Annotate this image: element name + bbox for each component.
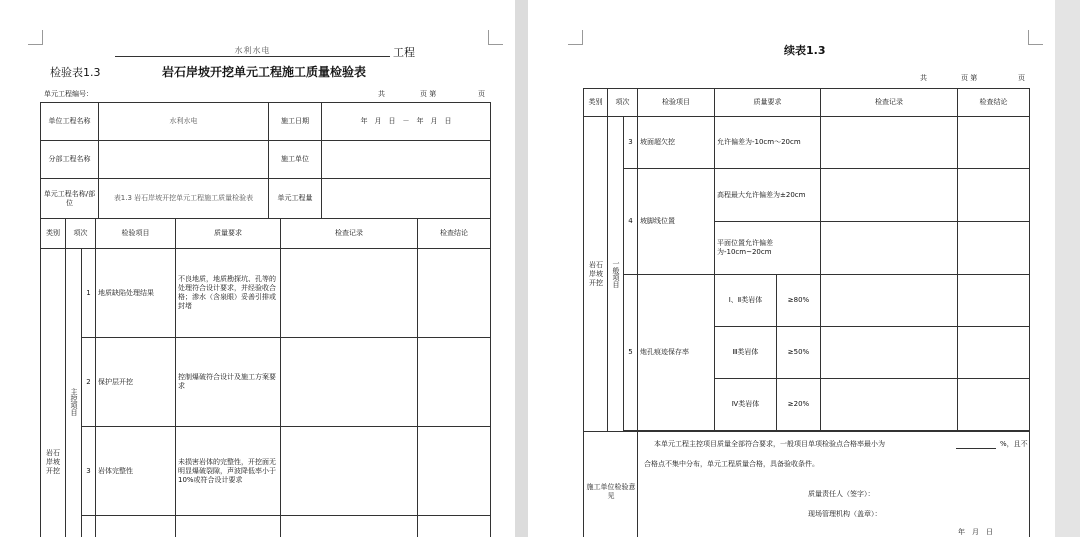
document-page-2: [528, 0, 1055, 537]
header-record: 检查记录: [821, 89, 958, 117]
row4-record: [281, 516, 418, 537]
sign-office: 现场管理机构（盖章）：: [808, 510, 882, 518]
page-gap: [515, 0, 528, 537]
date-label: 施工日期: [269, 103, 322, 141]
row3-conclusion: [418, 427, 491, 516]
opinion-date: 年 月 日: [958, 528, 993, 536]
row2-item: 保护层开挖: [96, 338, 176, 427]
row3-requirement: 未损害岩体的完整性，开挖面无明显爆破裂隙，声波降低率小于10%或符合设计要求: [176, 427, 281, 516]
page-title: 岩石岸坡开挖单元工程施工质量检验表: [162, 65, 367, 79]
row5-item: 炮孔痕迹保存率: [638, 275, 715, 431]
row4-requirement-a: 高程最大允许偏差为±20cm: [715, 169, 821, 222]
opinion-label-cell: [584, 432, 638, 537]
row3-record: [821, 117, 958, 169]
category-label: 岩石岸坡开挖: [46, 448, 60, 475]
pass-rate-blank[interactable]: [956, 448, 996, 449]
row1-requirement: 不良地质，地质勘探坑、孔等的处理符合设计要求，并经验收合格；渗水（含泉眼）妥善引排或封堵: [176, 249, 281, 338]
header-requirement: 质量要求: [715, 89, 821, 117]
subcategory-cell: [608, 117, 624, 432]
quantity-value: [322, 179, 491, 219]
row4-item: 坡脚线位置: [638, 169, 715, 275]
unit-element-value: 表1.3 岩石岸坡开挖单元工程施工质量检验表: [99, 179, 269, 219]
row3-no: 3: [82, 427, 96, 516]
row5-rock-1: Ⅰ、Ⅱ类岩体: [715, 275, 777, 327]
header-category: 类别: [584, 89, 608, 117]
header-item: 检验项目: [638, 89, 715, 117]
window-edge: [1055, 0, 1080, 537]
unit-code-label: 单元工程编号：: [44, 90, 93, 98]
row3-record: [281, 427, 418, 516]
subcategory-label: 主控项目: [70, 388, 78, 416]
opinion-cell: [638, 432, 1030, 537]
row5-no: 5: [624, 275, 638, 431]
row2-record: [281, 338, 418, 427]
part-project-value: [99, 141, 269, 179]
contractor-value: [322, 141, 491, 179]
project-suffix: 工程: [393, 46, 415, 59]
header-conclusion: 检查结论: [958, 89, 1030, 117]
crop-mark: [568, 30, 583, 45]
opinion-line-2: 合格点不集中分布，单元工程质量合格，具备验收条件。: [644, 460, 819, 468]
row1-item: 地质缺陷处理结果: [96, 249, 176, 338]
row5-rock-3: Ⅳ类岩体: [715, 379, 777, 431]
row4-no: 4: [624, 169, 638, 275]
row5-value-1: ≥80%: [777, 275, 821, 327]
row4b-record: [821, 222, 958, 275]
row4-conclusion: [418, 516, 491, 537]
sign-quality: 质量责任人（签字）：: [808, 490, 875, 498]
row2-no: 2: [82, 338, 96, 427]
row5-rock-2: Ⅲ类岩体: [715, 327, 777, 379]
header-item-no: 项次: [66, 219, 96, 249]
unit-element-label: 单元工程名称/部位: [41, 179, 99, 219]
contractor-label: 施工单位: [269, 141, 322, 179]
quantity-label: 单元工程量: [269, 179, 322, 219]
document-page-1: [0, 0, 515, 537]
row1-no: 1: [82, 249, 96, 338]
row3-item: 岩体完整性: [96, 427, 176, 516]
row1-conclusion: [418, 249, 491, 338]
header-requirement: 质量要求: [176, 219, 281, 249]
crop-mark: [1028, 30, 1043, 45]
crop-mark: [488, 30, 503, 45]
header-item-no: 项次: [608, 89, 638, 117]
page-end: 页: [478, 90, 485, 98]
header-item: 检验项目: [96, 219, 176, 249]
row4-no: [82, 516, 96, 537]
category-label: 岩石岸坡开挖: [589, 260, 603, 287]
row5b-conclusion: [958, 327, 1030, 379]
row3-item: 坡面超欠挖: [638, 117, 715, 169]
page-total: 共: [920, 74, 927, 82]
page-mid: 页 第: [961, 74, 978, 82]
opinion-line-1b: %，且不: [1000, 440, 1028, 448]
header-record: 检查记录: [281, 219, 418, 249]
page-total: 共: [378, 90, 385, 98]
row3-conclusion: [958, 117, 1030, 169]
row5c-record: [821, 379, 958, 431]
row4-requirement: [176, 516, 281, 537]
continuation-table: [583, 88, 1030, 537]
row5a-record: [821, 275, 958, 327]
continuation-title: 续表1.3: [784, 44, 826, 57]
date-value: 年 月 日 － 年 月 日: [322, 103, 491, 141]
form-number: 检验表1.3: [50, 66, 101, 79]
row4b-conclusion: [958, 222, 1030, 275]
unit-project-value: 水利水电: [99, 103, 269, 141]
row4-requirement-b: 平面位置允许偏差为-10cm~20cm: [715, 222, 821, 275]
row5a-conclusion: [958, 275, 1030, 327]
row4a-conclusion: [958, 169, 1030, 222]
header-info-table: [40, 102, 491, 219]
row5-value-2: ≥50%: [777, 327, 821, 379]
page-end: 页: [1018, 74, 1025, 82]
opinion-label: 施工单位检验意见: [586, 483, 636, 500]
row2-requirement: 控制爆破符合设计及施工方案要求: [176, 338, 281, 427]
row4-item: [96, 516, 176, 537]
header-category: 类别: [41, 219, 66, 249]
row5b-record: [821, 327, 958, 379]
header-conclusion: 检查结论: [418, 219, 491, 249]
category-cell: [584, 117, 608, 432]
inspection-table: [40, 218, 491, 537]
category-cell: [41, 249, 66, 537]
row5c-conclusion: [958, 379, 1030, 431]
row3-no: 3: [624, 117, 638, 169]
row5-value-3: ≥20%: [777, 379, 821, 431]
unit-project-label: 单位工程名称: [41, 103, 99, 141]
row1-record: [281, 249, 418, 338]
row4a-record: [821, 169, 958, 222]
row3-requirement: 允许偏差为-10cm～20cm: [715, 117, 821, 169]
opinion-line-1a: 本单元工程主控项目质量全部符合要求，一般项目单项检验点合格率最小为: [654, 440, 885, 448]
part-project-label: 分部工程名称: [41, 141, 99, 179]
page-mid: 页 第: [420, 90, 437, 98]
subcategory-label: 一般项目: [612, 260, 620, 288]
row2-conclusion: [418, 338, 491, 427]
subcategory-cell: [66, 249, 82, 537]
project-name: 水利水电: [115, 46, 390, 57]
crop-mark: [28, 30, 43, 45]
